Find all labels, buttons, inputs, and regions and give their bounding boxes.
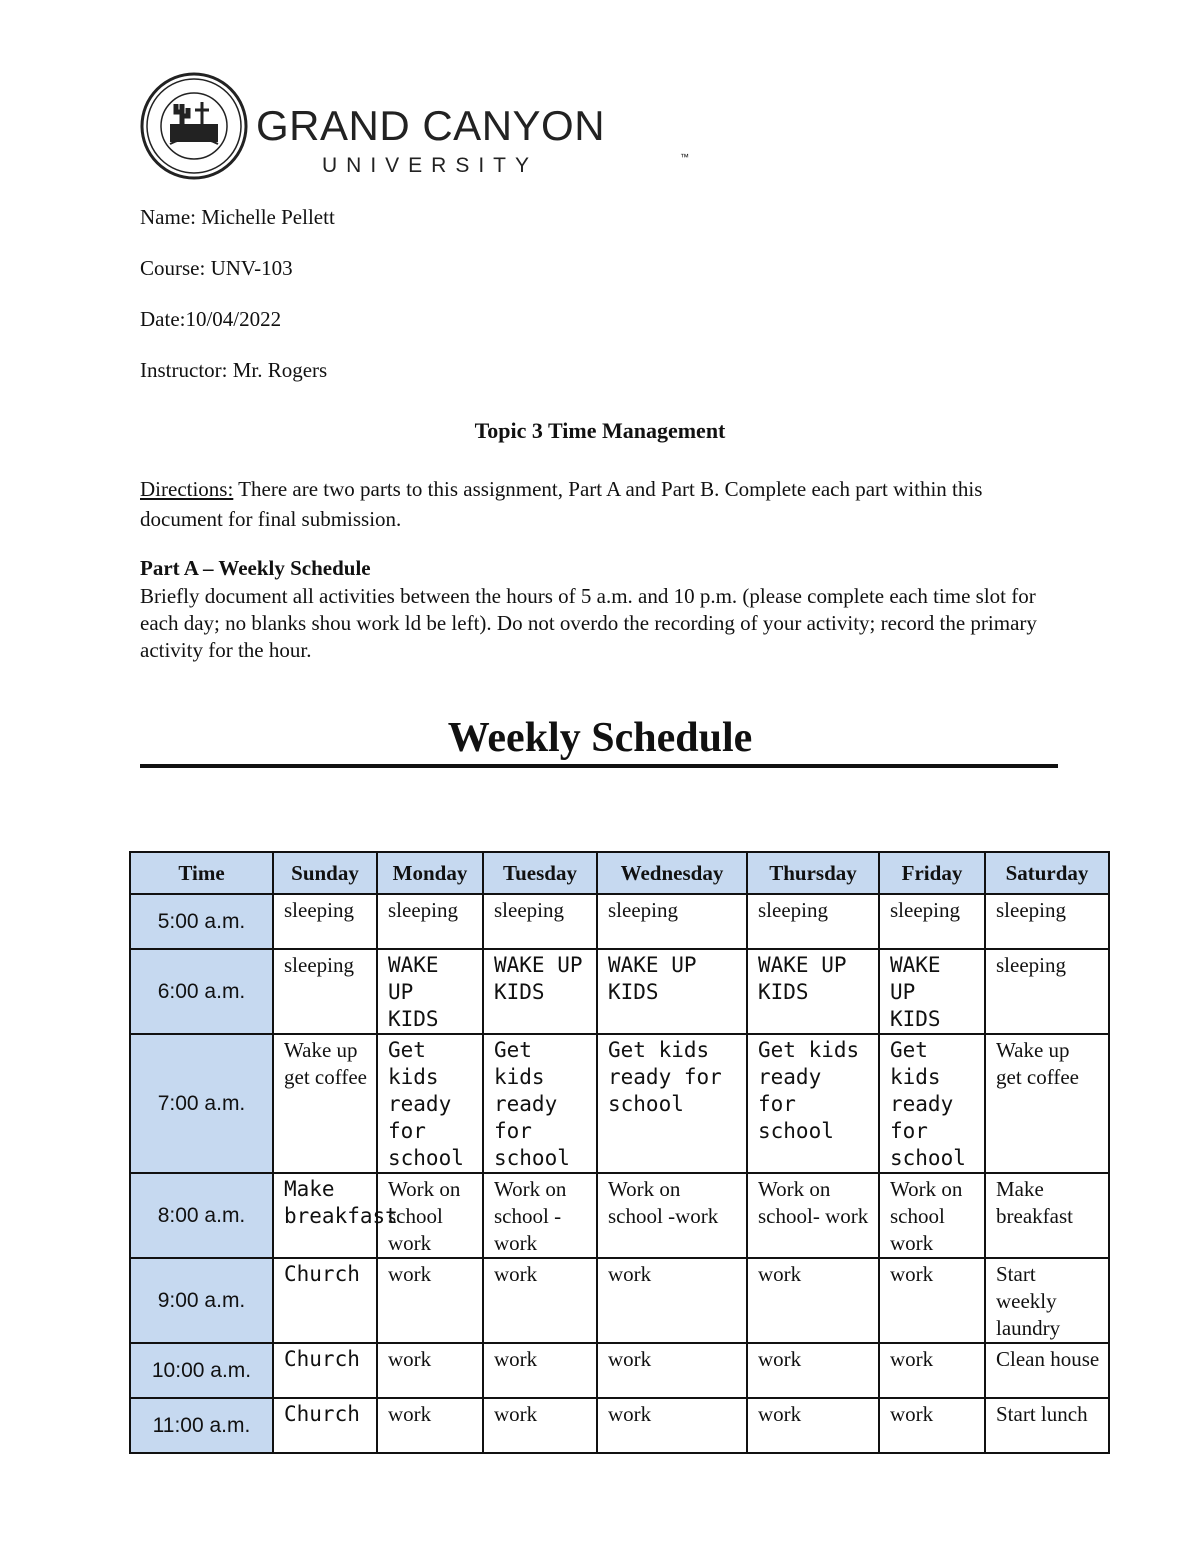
- table-row: [130, 1398, 1109, 1453]
- table-cell: WAKE UP KIDS: [747, 949, 879, 1034]
- table-cell: Church: [273, 1343, 377, 1398]
- table-cell: Church: [273, 1398, 377, 1453]
- table-cell: Get kids ready for school: [483, 1034, 597, 1173]
- table-cell: Clean house: [985, 1343, 1109, 1398]
- table-cell: WAKE UP KIDS: [597, 949, 747, 1034]
- table-cell: sleeping: [483, 894, 597, 949]
- title-underline: [140, 764, 1058, 768]
- time-cell: 7:00 a.m.: [130, 1034, 273, 1173]
- table-cell: Wake up get coffee: [985, 1034, 1109, 1173]
- table-cell: sleeping: [985, 949, 1109, 1034]
- table-row: [130, 1034, 1109, 1173]
- table-cell: Make breakfast: [985, 1173, 1109, 1258]
- table-cell: sleeping: [985, 894, 1109, 949]
- table-cell: Work on school -work: [597, 1173, 747, 1258]
- table-row: [130, 1258, 1109, 1343]
- table-cell: work: [597, 1398, 747, 1453]
- table-cell: Work on school work: [377, 1173, 483, 1258]
- schedule-title: Weekly Schedule: [447, 715, 753, 761]
- table-cell: Church: [273, 1258, 377, 1343]
- part-a-heading: Part A – Weekly Schedule: [140, 556, 371, 580]
- table-cell: work: [747, 1258, 879, 1343]
- time-cell: 9:00 a.m.: [130, 1258, 273, 1343]
- table-cell: Work on school work: [879, 1173, 985, 1258]
- trademark-symbol: ™: [680, 152, 689, 162]
- column-header: Thursday: [747, 852, 879, 894]
- table-cell: work: [879, 1258, 985, 1343]
- course: Course: UNV-103: [140, 256, 293, 280]
- table-row: [130, 1173, 1109, 1258]
- column-header: Tuesday: [483, 852, 597, 894]
- time-cell: 11:00 a.m.: [130, 1398, 273, 1453]
- part-a-body: Briefly document all activities between the hours of 5 a.m. and 10 p.m. (please complete each time slot for each day; no blanks shou work ld be left). Do not overdo the recording of your activity; record the primary activity for the hour.: [140, 584, 1037, 662]
- table-cell: sleeping: [879, 894, 985, 949]
- table-row: [130, 949, 1109, 1034]
- time-cell: 10:00 a.m.: [130, 1343, 273, 1398]
- instructor: Instructor: Mr. Rogers: [140, 358, 328, 382]
- table-cell: work: [747, 1398, 879, 1453]
- table-cell: sleeping: [377, 894, 483, 949]
- university-seal-icon: [140, 72, 248, 180]
- table-row: [130, 1343, 1109, 1398]
- column-header: Saturday: [985, 852, 1109, 894]
- table-cell: work: [377, 1398, 483, 1453]
- table-cell: sleeping: [747, 894, 879, 949]
- table-cell: Work on school- work: [747, 1173, 879, 1258]
- table-cell: WAKE UP KIDS: [377, 949, 483, 1034]
- directions-label: Directions:: [140, 477, 234, 501]
- time-cell: 8:00 a.m.: [130, 1173, 273, 1258]
- table-cell: Get kids ready for school: [597, 1034, 747, 1173]
- table-cell: work: [747, 1343, 879, 1398]
- table-cell: Work on school -work: [483, 1173, 597, 1258]
- table-cell: work: [597, 1343, 747, 1398]
- column-header: Wednesday: [597, 852, 747, 894]
- table-cell: Get kids ready for school: [879, 1034, 985, 1173]
- column-header: Time: [130, 852, 273, 894]
- directions: [140, 474, 1060, 534]
- column-header: Sunday: [273, 852, 377, 894]
- table-cell: Start lunch: [985, 1398, 1109, 1453]
- table-cell: Get kids ready for school: [377, 1034, 483, 1173]
- table-cell: work: [483, 1343, 597, 1398]
- table-cell: work: [377, 1343, 483, 1398]
- table-cell: WAKE UP KIDS: [879, 949, 985, 1034]
- table-cell: sleeping: [597, 894, 747, 949]
- column-header: Monday: [377, 852, 483, 894]
- page-title: Topic 3 Time Management: [474, 418, 726, 443]
- table-cell: sleeping: [273, 949, 377, 1034]
- table-cell: work: [483, 1398, 597, 1453]
- table-cell: WAKE UP KIDS: [483, 949, 597, 1034]
- table-cell: work: [597, 1258, 747, 1343]
- table-cell: work: [483, 1258, 597, 1343]
- university-logo: [140, 72, 689, 182]
- student-name: Name: Michelle Pellett: [140, 205, 335, 229]
- table-cell: sleeping: [273, 894, 377, 949]
- table-cell: work: [879, 1398, 985, 1453]
- table-cell: work: [879, 1343, 985, 1398]
- table-cell: work: [377, 1258, 483, 1343]
- weekly-schedule-table: [129, 851, 1110, 1454]
- date: Date:10/04/2022: [140, 307, 282, 331]
- table-cell: Get kids ready for school: [747, 1034, 879, 1173]
- time-cell: 6:00 a.m.: [130, 949, 273, 1034]
- directions-text: There are two parts to this assignment, Part A and Part B. Complete each part within this document for final submission.: [140, 477, 983, 531]
- table-header-row: [130, 852, 1109, 894]
- table-row: [130, 894, 1109, 949]
- table-cell: Make breakfast: [273, 1173, 377, 1258]
- table-cell: Wake up get coffee: [273, 1034, 377, 1173]
- column-header: Friday: [879, 852, 985, 894]
- wordmark-university: UNIVERSITY: [322, 154, 539, 177]
- time-cell: 5:00 a.m.: [130, 894, 273, 949]
- table-cell: Start weekly laundry: [985, 1258, 1109, 1343]
- wordmark-grand-canyon: GRAND CANYON: [256, 102, 606, 149]
